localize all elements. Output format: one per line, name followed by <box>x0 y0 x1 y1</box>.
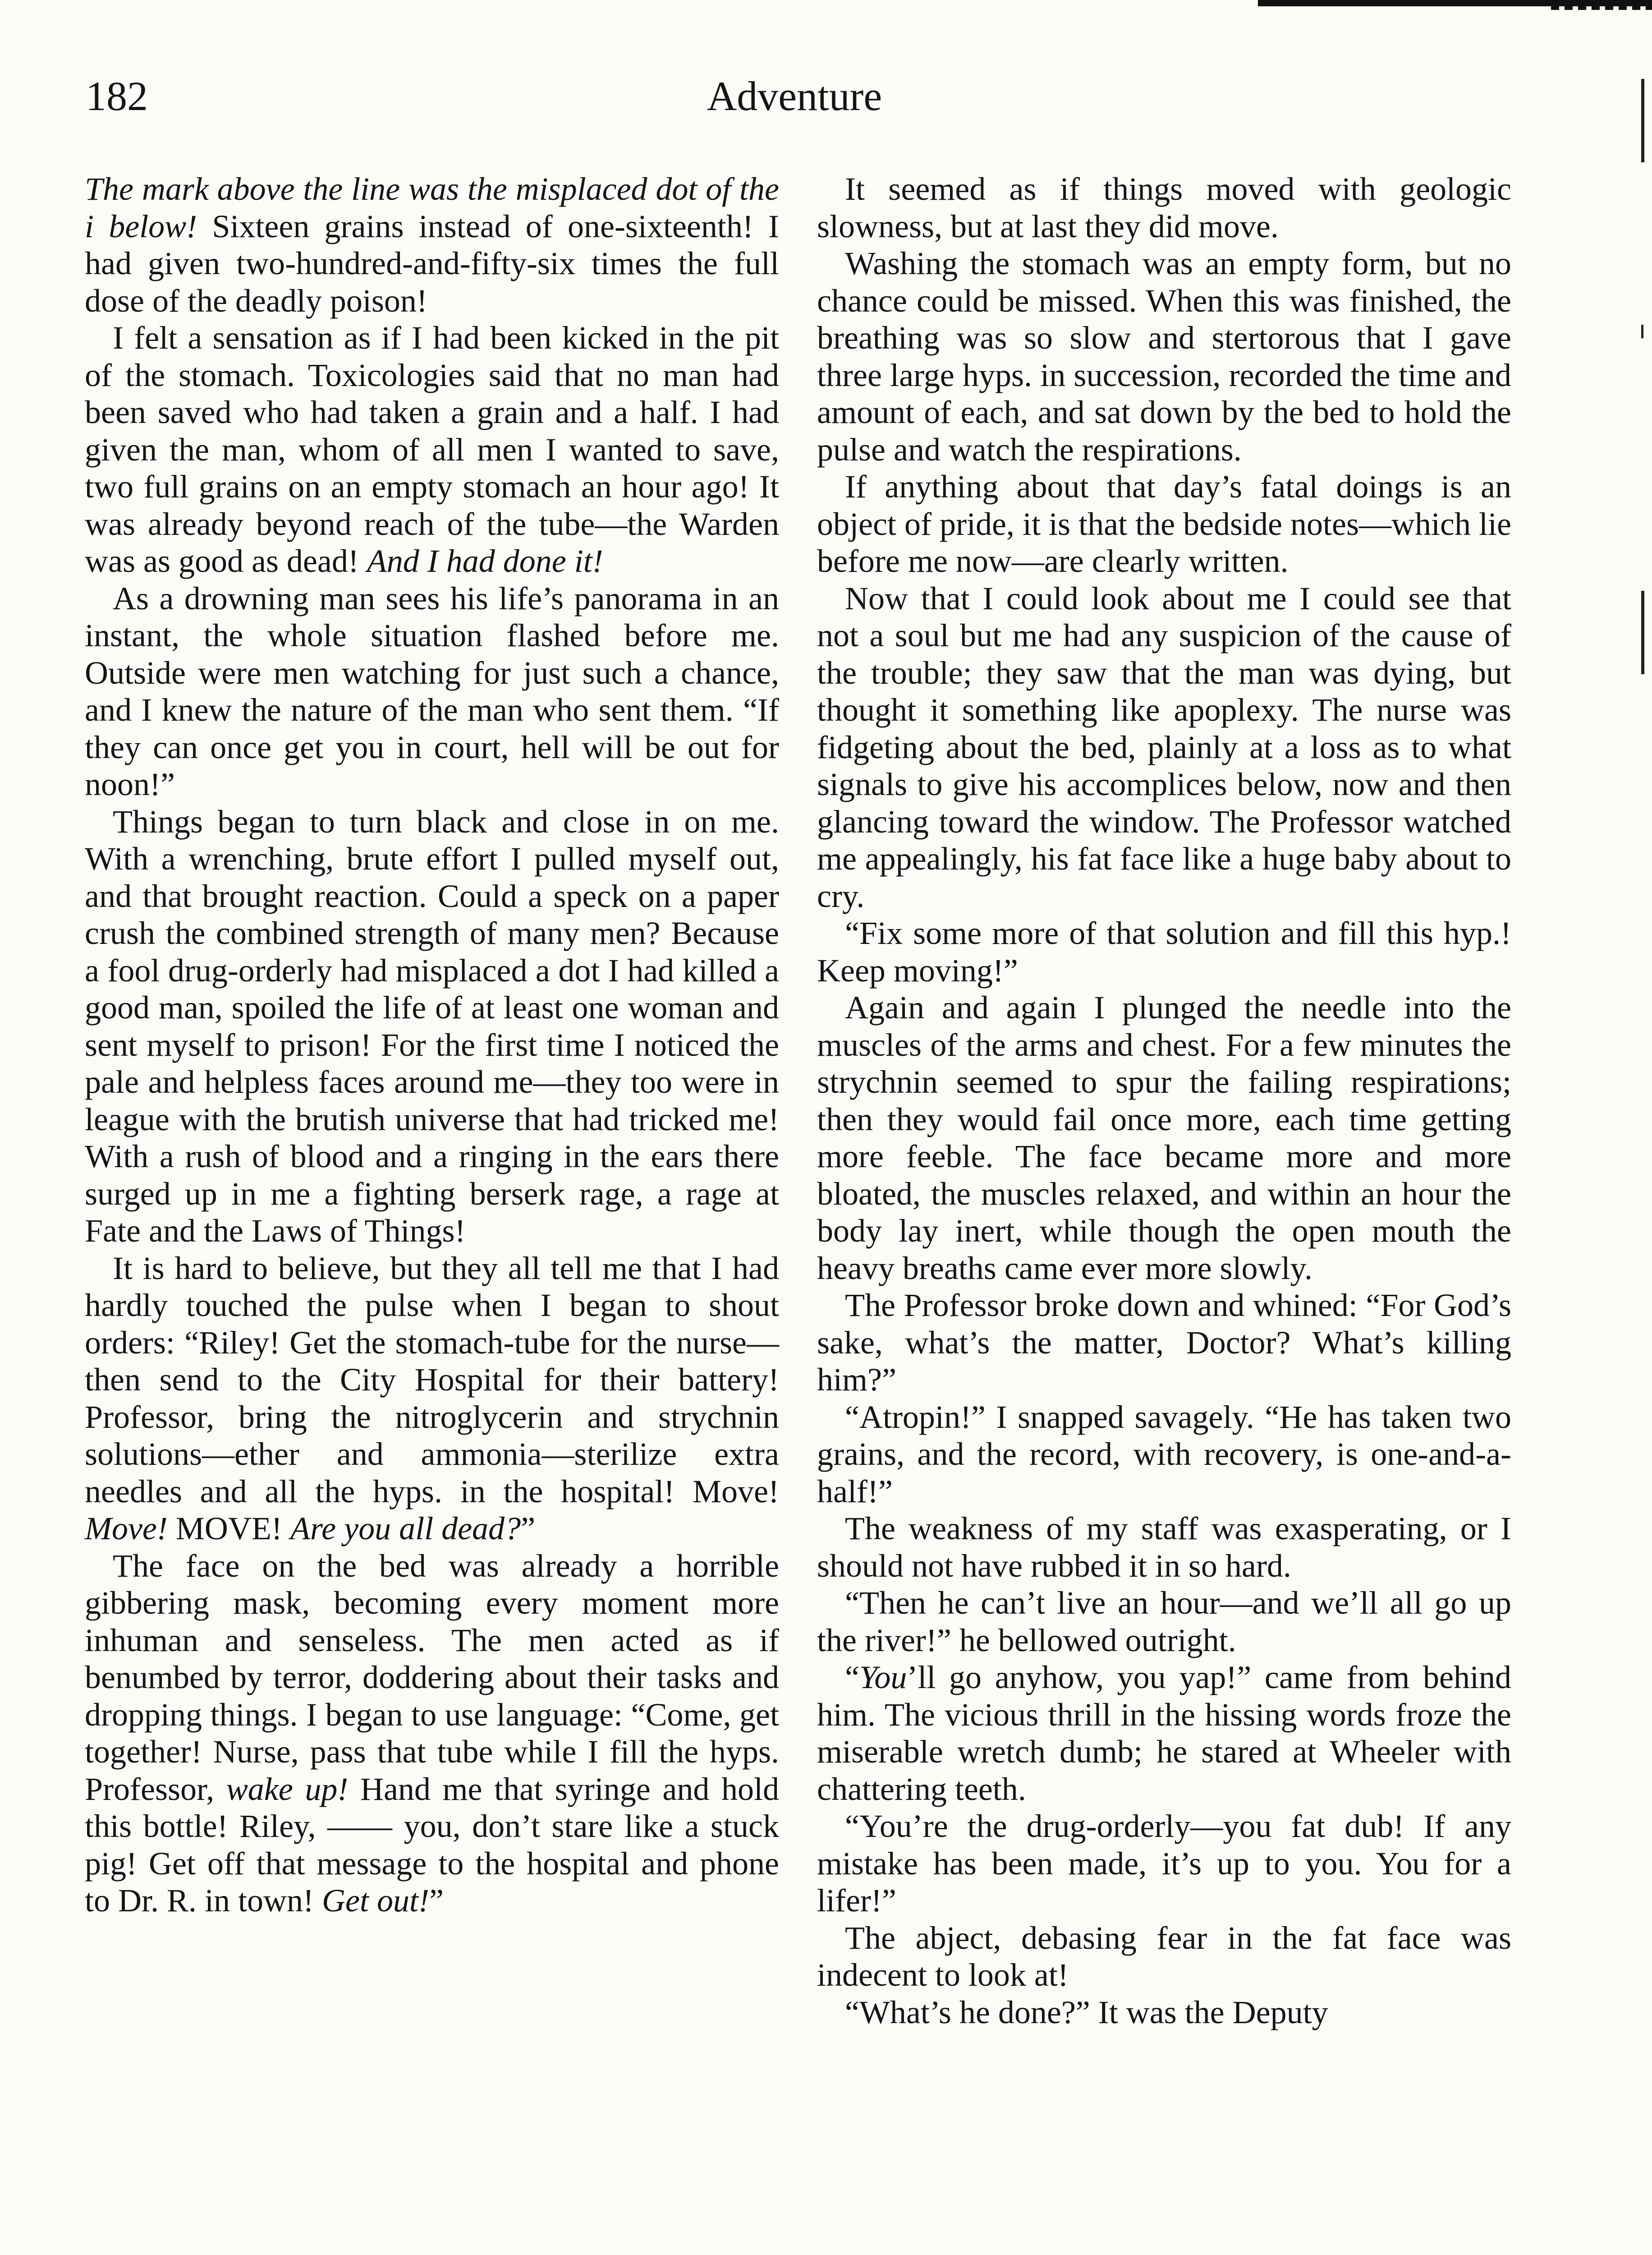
italic-text: And I had done it! <box>367 543 603 579</box>
page-edge-mark <box>1641 79 1644 162</box>
paragraph: The Professor broke down and whined: “For God’s sake, what’s the matter, Doctor? What’s killing him?” <box>817 1287 1511 1398</box>
page-number: 182 <box>86 73 148 119</box>
paragraph: “You’ll go anyhow, you yap!” came from behind him. The vicious thrill in the hissing words froze the miserable wretch dumb; he stared at Wheeler with chattering teeth. <box>817 1659 1511 1807</box>
paragraph: “Fix some more of that solution and fill this hyp.! Keep moving!” <box>817 915 1511 989</box>
paragraph: “What’s he done?” It was the Deputy <box>845 1994 1328 2030</box>
left-column <box>85 170 779 1919</box>
paragraph: If anything about that day’s fatal doings is an object of pride, it is that the bedside notes—which lie before me now—are clearly written. <box>817 469 1511 579</box>
paragraph: Things began to turn black and close in on me. With a wrenching, brute effort I pulled myself out, and that brought reaction. Could a speck on a paper crush the combined strength of many men? Because a fool drug-orderly had misplaced a dot I had killed a good man, spoiled the life of at least one woman and sent myself to prison! For the first time I noticed the pale and helpless faces around me—they too were in league with the brutish universe that had tricked me! With a rush of blood and a ringing in the ears there surged up in me a fighting berserk rage, a rage at Fate and the Laws of Things! <box>85 803 779 1249</box>
paragraph: “Then he can’t live an hour—and we’ll all go up the river!” he bellowed outright. <box>817 1585 1511 1658</box>
paragraph: The weakness of my staff was exasperating, or I should not have rubbed it in so hard. <box>817 1510 1511 1584</box>
paragraph: Washing the stomach was an empty form, but no chance could be missed. When this was finished, the breathing was so slow and stertorous that I gave three large hyps. in succession, recorded the time and amount of each, and sat down by the bed to hold the pulse and watch the respirations. <box>817 245 1511 468</box>
page-edge-mark <box>1641 325 1643 338</box>
paragraph: The face on the bed was already a horrible gibbering mask, becoming every moment more inhuman and senseless. The men acted as if benumbed by terror, doddering about their tasks and dropping things. I began to use language: “Come, get together! Nurse, pass that tube while I fill the hyps. Professor, wake up! Hand me that syringe and hold this bottle! Riley, —— you, don’t stare like a stuck pig! Get off that message to the hospital and phone to Dr. R. in town! Get out!” <box>85 1547 779 1919</box>
running-head: Adventure <box>707 73 882 119</box>
top-border-ornament <box>1551 5 1652 10</box>
page-header <box>86 72 1503 135</box>
paragraph: Again and again I plunged the needle into the muscles of the arms and chest. For a few minutes the strychnin seemed to spur the failing respirations; then they would fail once more, each time getting more feeble. The face became more and more bloated, the muscles relaxed, and within an hour the body lay inert, while though the open mouth the heavy breaths came ever more slowly. <box>817 989 1511 1286</box>
italic-text: Get out! <box>322 1882 429 1919</box>
italic-text: You <box>859 1659 907 1695</box>
paragraph: Now that I could look about me I could see that not a soul but me had any suspicion of the cause of the trouble; they saw that the man was dying, but thought it something like apoplexy. The nurse was fidgeting about the bed, plainly at a loss as to what signals to give his accomplices below, now and then glancing toward the window. The Professor watched me appealingly, his fat face like a huge baby about to cry. <box>817 580 1511 914</box>
right-column <box>817 170 1511 2031</box>
paragraph: I felt a sensation as if I had been kicked in the pit of the stomach. Toxicologies said that no man had been saved who had taken a grain and a half. I had given the man, whom of all men I wanted to save, two full grains on an empty stomach an hour ago! It was already beyond reach of the tube—the Warden was as good as dead! And I had done it! <box>85 320 779 579</box>
italic-text: Move! <box>85 1510 168 1546</box>
italic-text: Are you all dead? <box>290 1510 521 1546</box>
paragraph: As a drowning man sees his life’s panorama in an instant, the whole situation flashed before me. Outside were men watching for just such a chance, and I knew the nature of the man who sent them. “If they can once get you in court, hell will be out for noon!” <box>85 580 779 802</box>
paragraph: “You’re the drug-orderly—you fat dub! If any mistake has been made, it’s up to you. You for a lifer!” <box>817 1808 1511 1919</box>
page-edge-mark <box>1641 591 1644 674</box>
italic-text: wake up! <box>226 1771 349 1807</box>
paragraph: It seemed as if things moved with geologic slowness, but at last they did move. <box>817 171 1511 244</box>
paragraph: “Atropin!” I snapped savagely. “He has taken two grains, and the record, with recovery, is one-and-a-half!” <box>817 1399 1511 1509</box>
paragraph: The abject, debasing fear in the fat face was indecent to look at! <box>817 1919 1511 1993</box>
italic-text: The mark above the line was the misplaced dot of the i below! <box>85 171 779 244</box>
paragraph: It is hard to believe, but they all tell me that I had hardly touched the pulse when I began to shout orders: “Riley! Get the stomach-tube for the nurse—then send to the City Hospital for their battery! Professor, bring the nitroglycerin and strychnin solutions—ether and ammonia—sterilize extra needles and all the hyps. in the hospital! Move! Move! MOVE! Are you all dead?” <box>85 1250 779 1546</box>
paragraph: The mark above the line was the misplaced dot of the i below! Sixteen grains instead of one-sixteenth! I had given two-hundred-and-fifty-six times the full dose of the deadly poison! <box>85 171 780 319</box>
